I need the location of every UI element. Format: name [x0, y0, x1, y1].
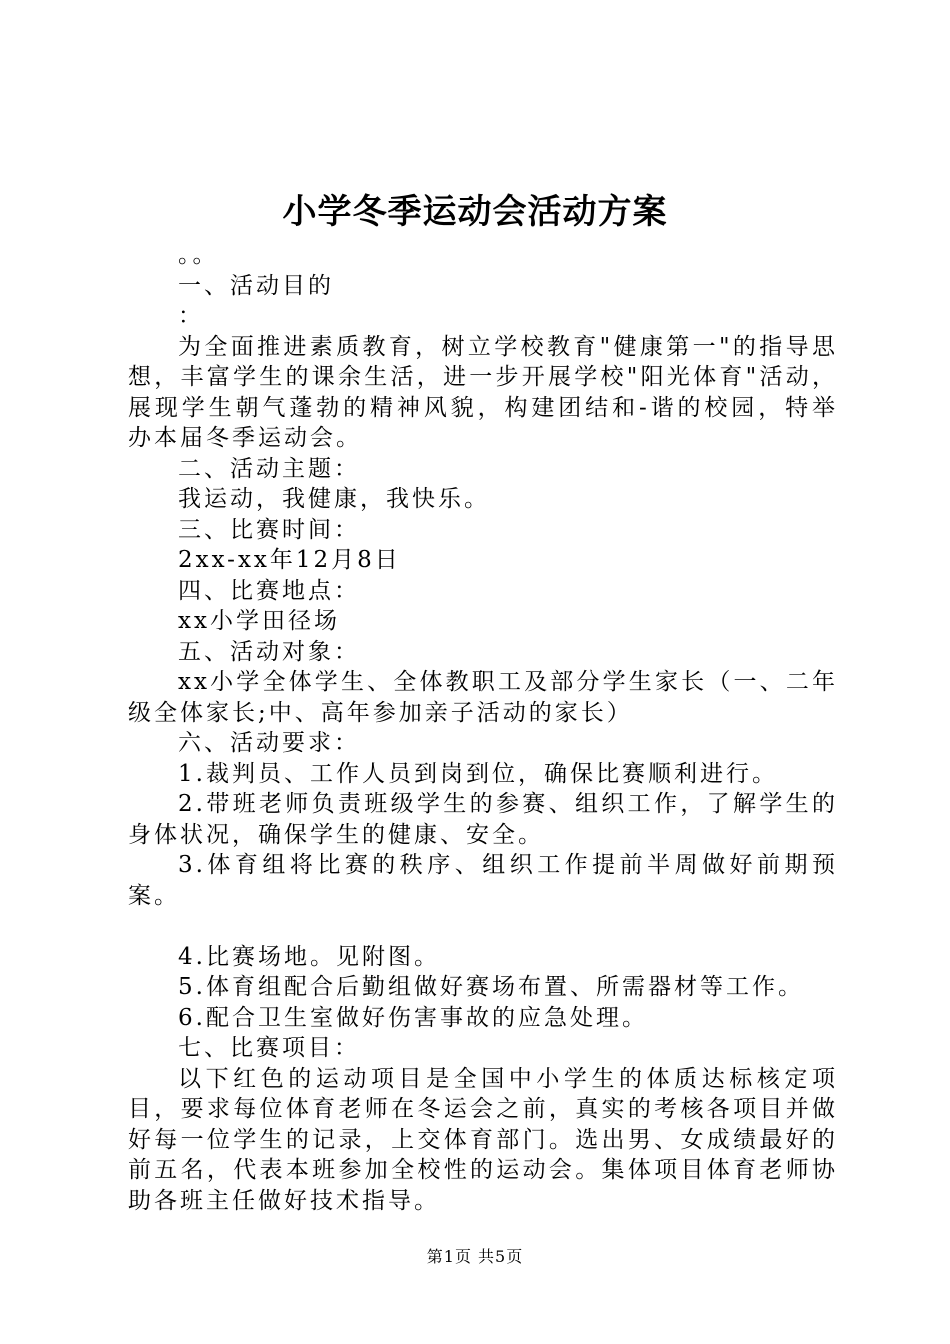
- paragraph: 以下红色的运动项目是全国中小学生的体质达标核定项目，要求每位体育老师在冬运会之前，真实的考核各项目并做好每一位学生的记录，上交体育部门。选出男、女成绩最好的前五名，代表本班参加全校性的运动会。集体项目体育老师协助各班主任做好技术指导。: [128, 1065, 838, 1214]
- section-heading: 四、比赛地点：: [178, 577, 360, 604]
- section-heading: 一、活动目的: [178, 272, 334, 299]
- paragraph: 我运动，我健康，我快乐。: [178, 486, 490, 512]
- section-heading: 六、活动要求：: [178, 730, 360, 756]
- paragraph: ：: [178, 303, 204, 329]
- paragraph: 。。: [178, 242, 219, 268]
- list-item: 4.比赛场地。见附图。: [178, 943, 440, 970]
- section-heading: 七、比赛项目：: [178, 1035, 360, 1061]
- blank-line: [128, 911, 838, 942]
- paragraph: xx小学田径场: [178, 608, 340, 634]
- list-item: 1.裁判员、工作人员到岗到位，确保比赛顺利进行。: [178, 760, 778, 787]
- list-item: 3.体育组将比赛的秩序、组织工作提前半周做好前期预案。: [128, 852, 838, 909]
- section-heading: 五、活动对象：: [178, 638, 360, 665]
- section-heading: 二、活动主题：: [178, 455, 360, 482]
- list-item: 6.配合卫生室做好伤害事故的应急处理。: [178, 1004, 648, 1031]
- list-item: 2.带班老师负责班级学生的参赛、组织工作，了解学生的身体状况，确保学生的健康、安全。: [128, 791, 838, 848]
- page-footer: 第1页 共5页: [426, 1247, 524, 1266]
- section-heading: 三、比赛时间：: [178, 516, 360, 543]
- document-title: 小学冬季运动会活动方案: [282, 192, 668, 232]
- paragraph: xx小学全体学生、全体教职工及部分学生家长（一、二年级全体家长;中、高年参加亲子活动的家长）: [128, 669, 838, 726]
- document-body: [128, 240, 838, 1216]
- paragraph: 2xx-xx年12月8日: [178, 547, 401, 573]
- paragraph: 为全面推进素质教育，树立学校教育"健康第一"的指导思想，丰富学生的课余生活，进一步开展学校"阳光体育"活动，展现学生朝气蓬勃的精神风貌，构建团结和-谐的校园，特举办本届冬季运动会。: [128, 333, 838, 451]
- list-item: 5.体育组配合后勤组做好赛场布置、所需器材等工作。: [178, 974, 804, 1000]
